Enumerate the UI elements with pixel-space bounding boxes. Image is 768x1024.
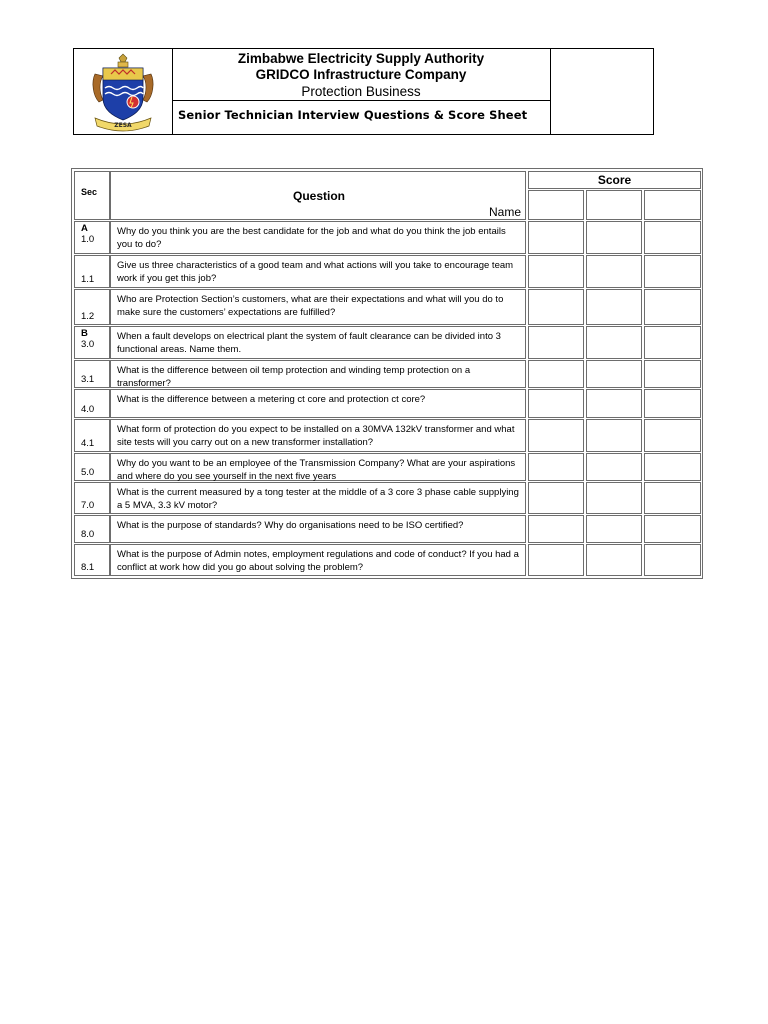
company-name: GRIDCO Infrastructure Company <box>255 67 467 82</box>
section-number: 1.2 <box>81 311 95 322</box>
logo-cell <box>74 49 173 134</box>
score-box-2[interactable] <box>586 326 642 359</box>
score-box-3[interactable] <box>644 419 701 452</box>
score-box-2[interactable] <box>586 389 642 418</box>
score-box-2[interactable] <box>586 419 642 452</box>
score-box-3[interactable] <box>644 360 701 388</box>
sec-cell <box>74 389 110 418</box>
score-box-3[interactable] <box>644 326 701 359</box>
score-box-1[interactable] <box>528 482 584 514</box>
question-text: Who are Protection Section’s customers, what are their expectations and what will you do to make sure the customers’ expectations are fulfilled? <box>117 294 504 318</box>
score-box-1[interactable] <box>528 289 584 325</box>
sec-cell <box>74 360 110 388</box>
question-cell <box>110 255 526 288</box>
score-name-box-1[interactable] <box>528 190 584 220</box>
question-text: What is the difference between oil temp protection and winding temp protection on a transformer? <box>117 365 471 389</box>
question-column-header: Question <box>293 189 346 203</box>
section-number: 8.0 <box>81 529 95 540</box>
score-name-box-2[interactable] <box>586 190 642 220</box>
score-box-3[interactable] <box>644 389 701 418</box>
sec-cell <box>74 544 110 576</box>
question-text: Give us three characteristics of a good team and what actions will you take to encourage team work if you get this job? <box>117 260 514 284</box>
document-header <box>73 48 654 135</box>
sec-cell <box>74 255 110 288</box>
score-box-1[interactable] <box>528 360 584 388</box>
score-box-1[interactable] <box>528 389 584 418</box>
interview-questions-table <box>71 168 703 579</box>
score-box-3[interactable] <box>644 453 701 481</box>
header-title-cell <box>172 49 551 134</box>
score-box-2[interactable] <box>586 221 642 254</box>
score-box-3[interactable] <box>644 515 701 543</box>
section-number: 3.1 <box>81 374 95 385</box>
sec-cell <box>74 453 110 481</box>
score-box-2[interactable] <box>586 453 642 481</box>
question-cell <box>110 389 526 418</box>
question-cell <box>110 221 526 254</box>
business-unit: Protection Business <box>301 84 421 99</box>
zesa-coat-of-arms-logo <box>89 52 157 132</box>
sec-cell <box>74 515 110 543</box>
section-letter: A <box>81 223 88 234</box>
score-box-1[interactable] <box>528 326 584 359</box>
question-text: Why do you want to be an employee of the Transmission Company? What are your aspirations and where do you see yourself in the next five years <box>117 458 516 482</box>
question-cell <box>110 419 526 452</box>
question-header-cell <box>110 171 526 220</box>
organization-name: Zimbabwe Electricity Supply Authority <box>237 51 485 66</box>
score-box-1[interactable] <box>528 255 584 288</box>
sec-cell <box>74 419 110 452</box>
section-code: 1.0 <box>81 234 95 245</box>
sec-cell <box>74 221 110 254</box>
score-box-2[interactable] <box>586 360 642 388</box>
section-letter: B <box>81 328 88 339</box>
section-number: 1.1 <box>81 274 95 285</box>
section-number <box>81 223 94 245</box>
question-cell <box>110 544 526 576</box>
score-header-cell <box>528 171 701 189</box>
section-number: 7.0 <box>81 500 95 511</box>
question-text: What is the difference between a metering ct core and protection ct core? <box>117 394 426 405</box>
score-box-1[interactable] <box>528 453 584 481</box>
question-cell <box>110 360 526 388</box>
score-box-3[interactable] <box>644 221 701 254</box>
question-text: What is the current measured by a tong tester at the middle of a 3 core 3 phase cable supplying a 5 MVA, 3.3 kV motor? <box>117 487 519 511</box>
score-name-box-3[interactable] <box>644 190 701 220</box>
question-text: What is the purpose of standards? Why do organisations need to be ISO certified? <box>117 520 464 531</box>
score-box-2[interactable] <box>586 289 642 325</box>
question-text: What form of protection do you expect to be installed on a 30MVA 132kV transformer and what site tests will you carry out on a new transformer installation? <box>117 424 515 448</box>
question-cell <box>110 289 526 325</box>
section-number <box>81 328 94 350</box>
score-box-2[interactable] <box>586 482 642 514</box>
section-number: 5.0 <box>81 467 95 478</box>
score-box-3[interactable] <box>644 255 701 288</box>
section-number: 4.1 <box>81 438 95 449</box>
score-box-3[interactable] <box>644 289 701 325</box>
score-box-3[interactable] <box>644 544 701 576</box>
score-box-1[interactable] <box>528 221 584 254</box>
section-number: 8.1 <box>81 562 95 573</box>
logo-motto: ZESA <box>114 122 132 129</box>
score-box-2[interactable] <box>586 515 642 543</box>
question-text: What is the purpose of Admin notes, employment regulations and code of conduct? If you had a conflict at work how did you go about solving the problem? <box>117 549 519 573</box>
sec-cell <box>74 482 110 514</box>
sec-cell <box>74 326 110 359</box>
score-box-1[interactable] <box>528 515 584 543</box>
question-cell <box>110 515 526 543</box>
section-code: 3.0 <box>81 339 95 350</box>
score-box-2[interactable] <box>586 544 642 576</box>
score-box-1[interactable] <box>528 544 584 576</box>
sec-cell <box>74 289 110 325</box>
header-titles <box>172 49 550 101</box>
sec-column-header: Sec <box>81 187 98 197</box>
score-box-2[interactable] <box>586 255 642 288</box>
question-cell <box>110 453 526 481</box>
question-text: When a fault develops on electrical plant the system of fault clearance can be divided into 3 functional areas. Name them. <box>117 331 501 355</box>
header-empty-cell <box>551 49 653 134</box>
sheet-subtitle: Senior Technician Interview Questions & Score Sheet <box>178 108 528 122</box>
question-cell <box>110 326 526 359</box>
candidate-name-label: Name <box>489 205 522 219</box>
score-column-header: Score <box>597 173 632 187</box>
score-box-3[interactable] <box>644 482 701 514</box>
section-number: 4.0 <box>81 404 95 415</box>
question-text: Why do you think you are the best candidate for the job and what do you think the job entails you to do? <box>117 226 506 250</box>
sec-header-cell <box>74 171 110 220</box>
score-box-1[interactable] <box>528 419 584 452</box>
question-cell <box>110 482 526 514</box>
